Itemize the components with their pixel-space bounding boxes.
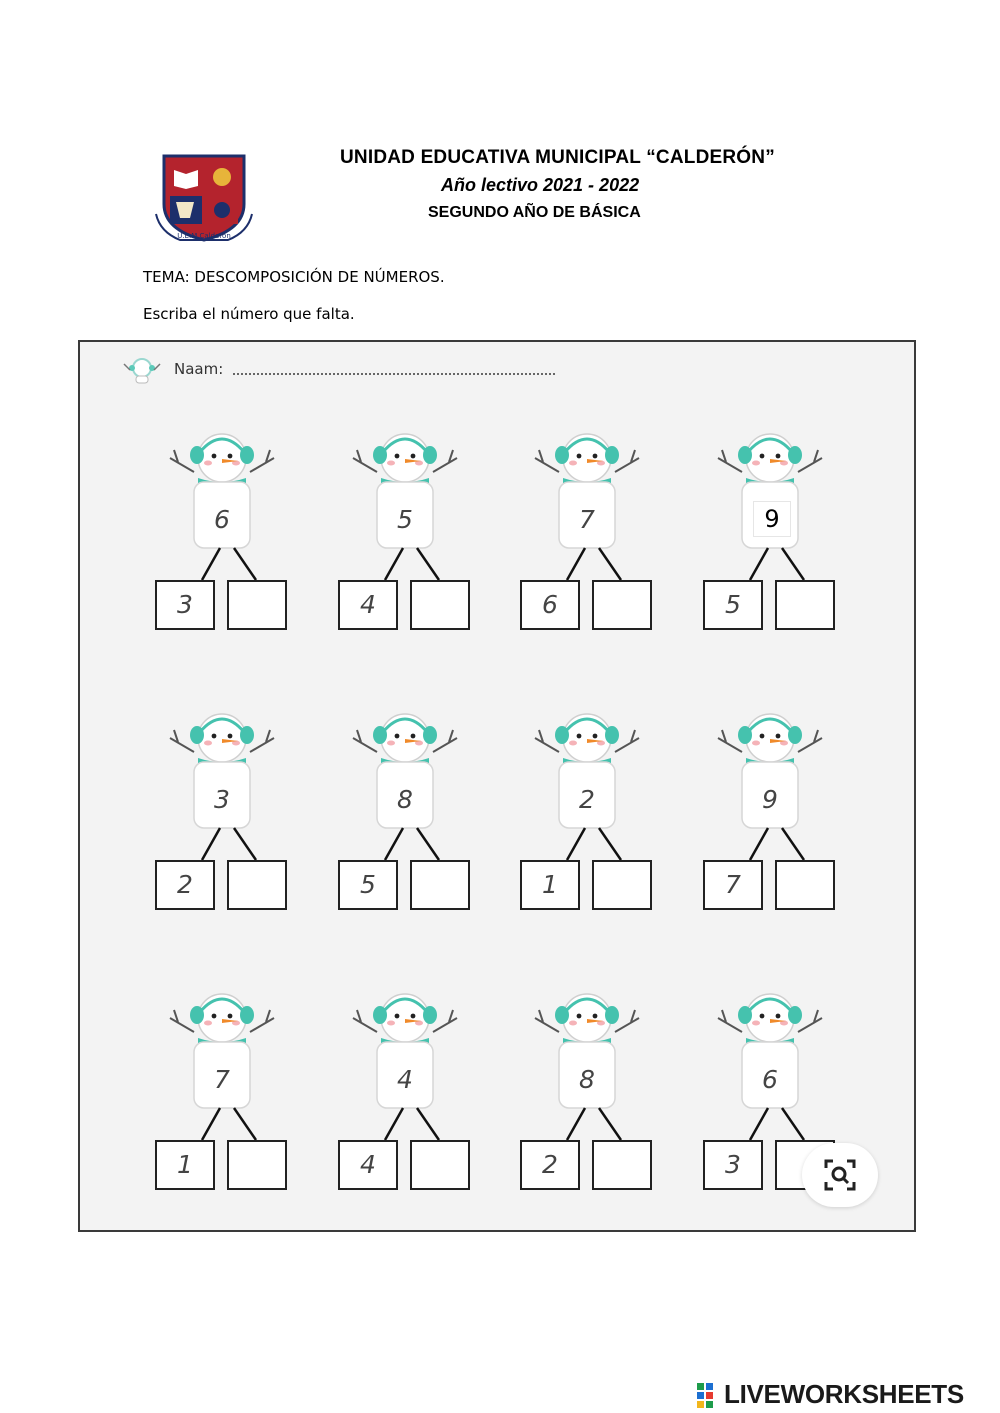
total-number: 7 <box>214 1065 230 1094</box>
worksheet-instruction: Escriba el número que falta. <box>143 305 355 323</box>
name-row <box>118 358 224 382</box>
missing-part-input[interactable] <box>775 580 835 630</box>
total-number: 9 <box>762 785 778 814</box>
missing-part-input[interactable] <box>775 860 835 910</box>
decomposition-exercise <box>152 990 292 1205</box>
known-part-box: 3 <box>703 1140 763 1190</box>
decomposition-exercise <box>700 430 840 645</box>
decomposition-exercise <box>335 430 475 645</box>
missing-part-input[interactable] <box>410 580 470 630</box>
total-number: 4 <box>397 1065 413 1094</box>
known-part-box: 3 <box>155 580 215 630</box>
known-part-box: 5 <box>703 580 763 630</box>
known-part-box: 4 <box>338 580 398 630</box>
known-part-box: 1 <box>520 860 580 910</box>
missing-part-input[interactable] <box>227 1140 287 1190</box>
brand-text: LIVEWORKSHEETS <box>724 1379 964 1409</box>
total-number: 2 <box>579 785 595 814</box>
decomposition-exercise <box>335 990 475 1205</box>
worksheet-topic: TEMA: DESCOMPOSICIÓN DE NÚMEROS. <box>143 268 445 286</box>
school-crest-logo <box>150 152 258 244</box>
school-year: Año lectivo 2021 - 2022 <box>441 175 640 195</box>
known-part-box: 7 <box>703 860 763 910</box>
total-number: 6 <box>762 1065 778 1094</box>
missing-part-input[interactable] <box>592 1140 652 1190</box>
total-number: 7 <box>579 505 595 534</box>
name-label: Naam: <box>174 360 224 378</box>
known-part-box: 5 <box>338 860 398 910</box>
missing-part-input[interactable] <box>410 1140 470 1190</box>
missing-part-input[interactable] <box>592 580 652 630</box>
total-number: 6 <box>214 505 230 534</box>
decomposition-exercise <box>517 430 657 645</box>
total-number: 5 <box>397 505 413 534</box>
known-part-box: 2 <box>520 1140 580 1190</box>
decomposition-exercise <box>335 710 475 925</box>
missing-part-input[interactable] <box>227 860 287 910</box>
name-field[interactable] <box>233 373 555 375</box>
mini-snowman-icon <box>118 358 166 384</box>
total-number: 3 <box>214 785 230 814</box>
liveworksheets-brand <box>696 1378 996 1412</box>
missing-part-input[interactable] <box>410 860 470 910</box>
missing-part-input[interactable] <box>592 860 652 910</box>
total-answer-field[interactable]: 9 <box>753 501 791 537</box>
decomposition-exercise <box>152 430 292 645</box>
known-part-box: 6 <box>520 580 580 630</box>
school-name: UNIDAD EDUCATIVA MUNICIPAL “CALDERÓN” <box>340 147 775 168</box>
total-number: 8 <box>397 785 413 814</box>
decomposition-exercise <box>517 990 657 1205</box>
zoom-in-icon <box>823 1158 857 1192</box>
known-part-box: 4 <box>338 1140 398 1190</box>
total-number: 8 <box>579 1065 595 1094</box>
decomposition-exercise <box>517 710 657 925</box>
liveworksheets-logo-icon <box>696 1381 722 1411</box>
known-part-box: 1 <box>155 1140 215 1190</box>
zoom-button[interactable] <box>802 1143 878 1207</box>
crest-caption: U.E.M Calderón <box>177 232 231 240</box>
missing-part-input[interactable] <box>227 580 287 630</box>
known-part-box: 2 <box>155 860 215 910</box>
decomposition-exercise <box>700 710 840 925</box>
school-grade: SEGUNDO AÑO DE BÁSICA <box>428 204 641 221</box>
decomposition-exercise <box>152 710 292 925</box>
